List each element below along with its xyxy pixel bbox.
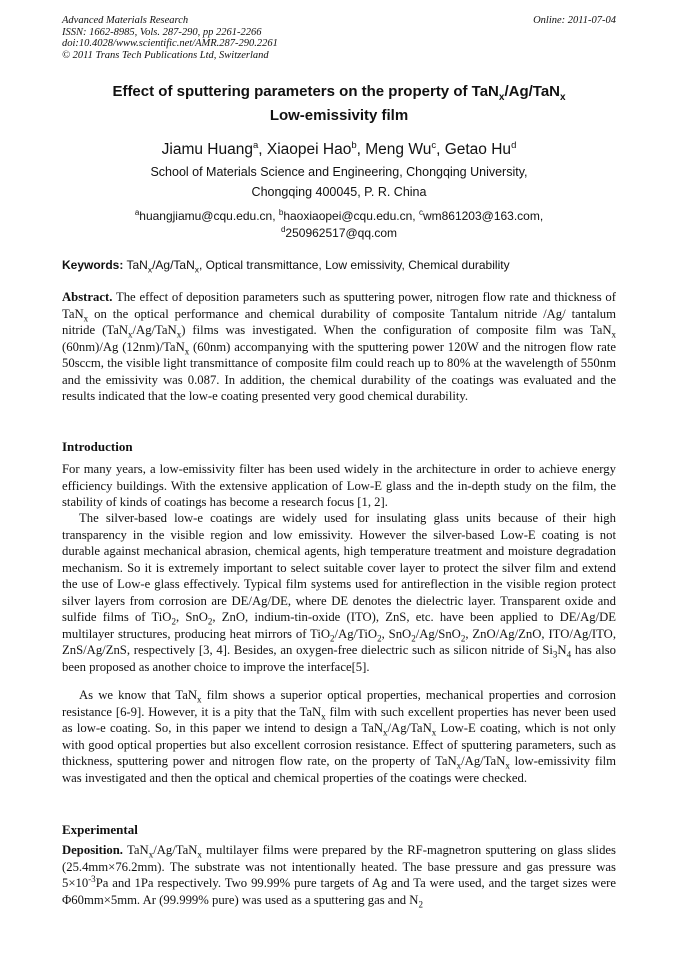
email-d[interactable]: 250962517@qq.com — [285, 226, 398, 240]
doi-line: doi:10.4028/www.scientific.net/AMR.287-290.2261 — [62, 38, 278, 49]
affiliation-line1: School of Materials Science and Engineering, Chongqing University, — [150, 165, 528, 179]
deposition-paragraph: Deposition. TaN$_x$/Ag/TaN$_x$ multilayer films were prepared by the RF-magnetron sputtering on glass slides (25.4mm×76.2mm). The substrate was not intentionally heated. The base pressure and gas pressure was $5\times 10^{-3}Pa$ and 1Pa respectively. Two 99.99% pure targets of Ag and Ta were used, and the target sizes were Φ60mm×5mm. Ar (99.999% pure) was used as a sputtering gas and $N_2$ — [62, 843, 616, 910]
email-block: $^a$huangjiamu@cqu.edu.cn, $^b$haoxiaopei@cqu.edu.cn, $^c$wm861203@163.com, $^d$250962517@qq.com — [134, 208, 544, 240]
experimental-heading: Experimental — [62, 822, 138, 837]
email-c[interactable]: wm861203@163.com, — [422, 209, 544, 223]
introduction-paragraph-1: For many years, a low-emissivity filter has been used widely in the architecture in order to achieve energy efficiency buildings. With the extensive application of Low-E glass and the in-depth study on the film, the stability of kinds of coatings has become a research focus [1, 2]. — [62, 462, 616, 509]
introduction-heading: Introduction — [62, 439, 133, 454]
email-b[interactable]: haoxiaopei@cqu.edu.cn, — [283, 209, 419, 223]
paper-title: Effect of sputtering parameters on the property of TaN$_x$/Ag/TaN$_x$ — [112, 83, 566, 103]
author-list: Jiamu Huang$^a$, Xiaopei Hao$^b$, Meng Wu$^c$, Getao Hu$^d$ — [161, 140, 517, 159]
email-a[interactable]: huangjiamu@cqu.edu.cn, — [139, 209, 279, 223]
paper-title-line2: Low-emissivity film — [269, 107, 409, 124]
affiliation-line2: Chongqing 400045, P. R. China — [251, 185, 427, 199]
introduction-paragraph-2: The silver-based low-e coatings are widely used for insulating glass units because of their high transparency in the visible region and low emissivity. However the silver-based Low-E coating is not durable against mechanical abrasion, chemical agents, high temperature treatment and moisture degradation mechanism. So it is extremely important to select suitable cover layer to protect the silver film and extend the use of Low-e glass effectively. Typical film systems used for antireflection in the visible region protect silver layers from corrosion are DE/Ag/DE, where DE denotes the dielectric layer. Transparent oxide and sulfide films of TiO$_2$, SnO$_2$, ZnO, indium-tin-oxide (ITO), ZnS, etc. have been applied to DE/Ag/DE multilayer structures, producing heat mirrors of TiO$_2$/Ag/TiO$_2$, SnO$_2$/Ag/SnO$_2$, ZnO/Ag/ZnO, ITO/Ag/ITO, ZnS/Ag/ZnS, respectively [3, 4]. Besides, an oxygen-free dielectric such as silicon nitride of $Si_3N_4$ has also been proposed as another choice to improve the interface[5]. — [62, 511, 617, 674]
copyright-line: © 2011 Trans Tech Publications Ltd, Switzerland — [62, 49, 269, 61]
abstract: Abstract. The effect of deposition parameters such as sputtering power, nitrogen flow rate and thickness of TaN$_x$ on the optical performance and chemical durability of composite Tantalum nitride /Ag/ tantalum nitride (TaN$_x$/Ag/TaN$_x$) films was investigated. When the configuration of composite film was TaN$_x$ (60nm)/Ag (12nm)/TaN$_x$ (60nm) accompanying with the sputtering power 120W and the nitrogen flow rate 50sccm, the visible light transmittance of composite film could reach up to 80% at the wavelength of 550nm and the emissivity was 0.087. In addition, the chemical durability of the coatings was evaluated and the results indicated that the low-e coating presented very good chemical durability. — [62, 290, 616, 403]
introduction-paragraph-3: As we know that TaN$_x$ film shows a superior optical properties, mechanical properties and corrosion resistance [6-9]. However, it is a pity that the TaN$_x$ film with such excellent properties has never been used as low-e coating. So, in this paper we intend to design a TaN$_x$/Ag/TaN$_x$ Low-E coating, which is not only with good optical properties but also excellent corrosion resistance. Effect of sputtering parameters, such as thickness, sputtering power and nitrogen flow rate, on the property of TaN$_x$/Ag/TaN$_x$ low-emissivity film was investigated and then the optical and chemical properties of the coatings were checked. — [62, 688, 616, 785]
issn-line: ISSN: 1662-8985, Vols. 287-290, pp 2261-2266 — [62, 26, 262, 38]
journal-name: Advanced Materials Research — [62, 15, 189, 26]
keywords: Keywords: TaN$_x$/Ag/TaN$_x$, Optical transmittance, Low emissivity, Chemical durability — [62, 258, 510, 275]
online-date: Online: 2011-07-04 — [533, 15, 616, 26]
journal-header — [62, 15, 278, 61]
